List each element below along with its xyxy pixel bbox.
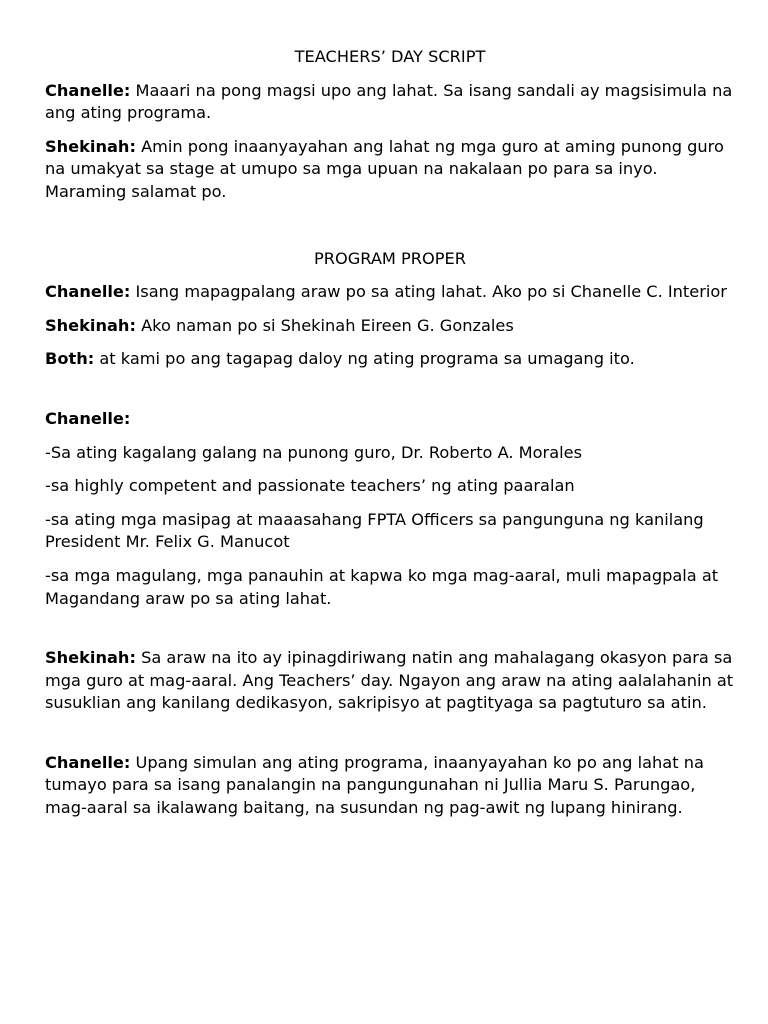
greeting-speaker-label: Chanelle: [45,408,131,428]
dialogue-text: Upang simulan ang ating programa, inaanyayahan ko po ang lahat na tumayo para sa isang panalangin na pangungunahan ni Jullia Maru S. Parungao, mag-aaral sa ikalawang baitang, na susundan ng pag-awit ng lupang hinirang. [45,752,704,818]
speaker-label: Shekinah: [45,315,136,335]
program-line-chanelle [45,281,735,304]
program-line-both [45,348,735,371]
opening-line-chanelle [45,752,735,820]
speaker-label: Shekinah: [45,648,136,668]
greeting-line: -sa mga magulang, mga panauhin at kapwa ko mga mag-aaral, muli mapagpala at Magandang araw po sa ating lahat. [45,565,719,608]
program-line-shekinah [45,315,735,338]
dialogue-text: Ako naman po si Shekinah Eireen G. Gonzales [135,315,514,335]
intro-line-shekinah [45,136,735,204]
dialogue-text: at kami po ang tagapag daloy ng ating programa sa umagang ito. [94,349,635,369]
greeting-line: -sa highly competent and passionate teachers’ ng ating paaralan [45,476,575,496]
greeting-line: -Sa ating kagalang galang na punong guro, Dr. Roberto A. Morales [45,442,582,462]
dialogue-text: Sa araw na ito ay ipinagdiriwang natin ang mahalagang okasyon para sa mga guro at mag-aaral. Ang Teachers’ day. Ngayon ang araw na ating aalalahanin at susuklian ang kanilang dedikasyon, sakripisyo at pagtityaga sa pagtuturo sa atin. [45,648,734,713]
dialogue-text: Isang mapagpalang araw po sa ating lahat. Ako po si Chanelle C. Interior [130,282,727,302]
occasion-line-shekinah [45,647,735,715]
dialogue-text: Maaari na pong magsi upo ang lahat. Sa isang sandali ay magsisimula na ang ating programa. [45,80,733,123]
greeting-line: -sa ating mga masipag at maaasahang FPTA Officers sa pangunguna ng kanilang President Mr. Felix G. Manucot [45,509,704,552]
speaker-label: Both: [45,349,95,369]
intro-line-chanelle [45,80,735,125]
speaker-label: Chanelle: [45,282,131,302]
document-title: TEACHERS’ DAY SCRIPT [294,47,486,66]
speaker-label: Chanelle: [45,752,131,772]
dialogue-text: Amin pong inaanyayahan ang lahat ng mga guro at aming punong guro na umakyat sa stage at umupo sa mga upuan na nakalaan po para sa inyo. Maraming salamat po. [45,136,724,201]
speaker-label: Chanelle: [45,80,131,100]
document-page [45,46,735,820]
speaker-label: Shekinah: [45,136,136,156]
section-title: PROGRAM PROPER [313,248,467,268]
